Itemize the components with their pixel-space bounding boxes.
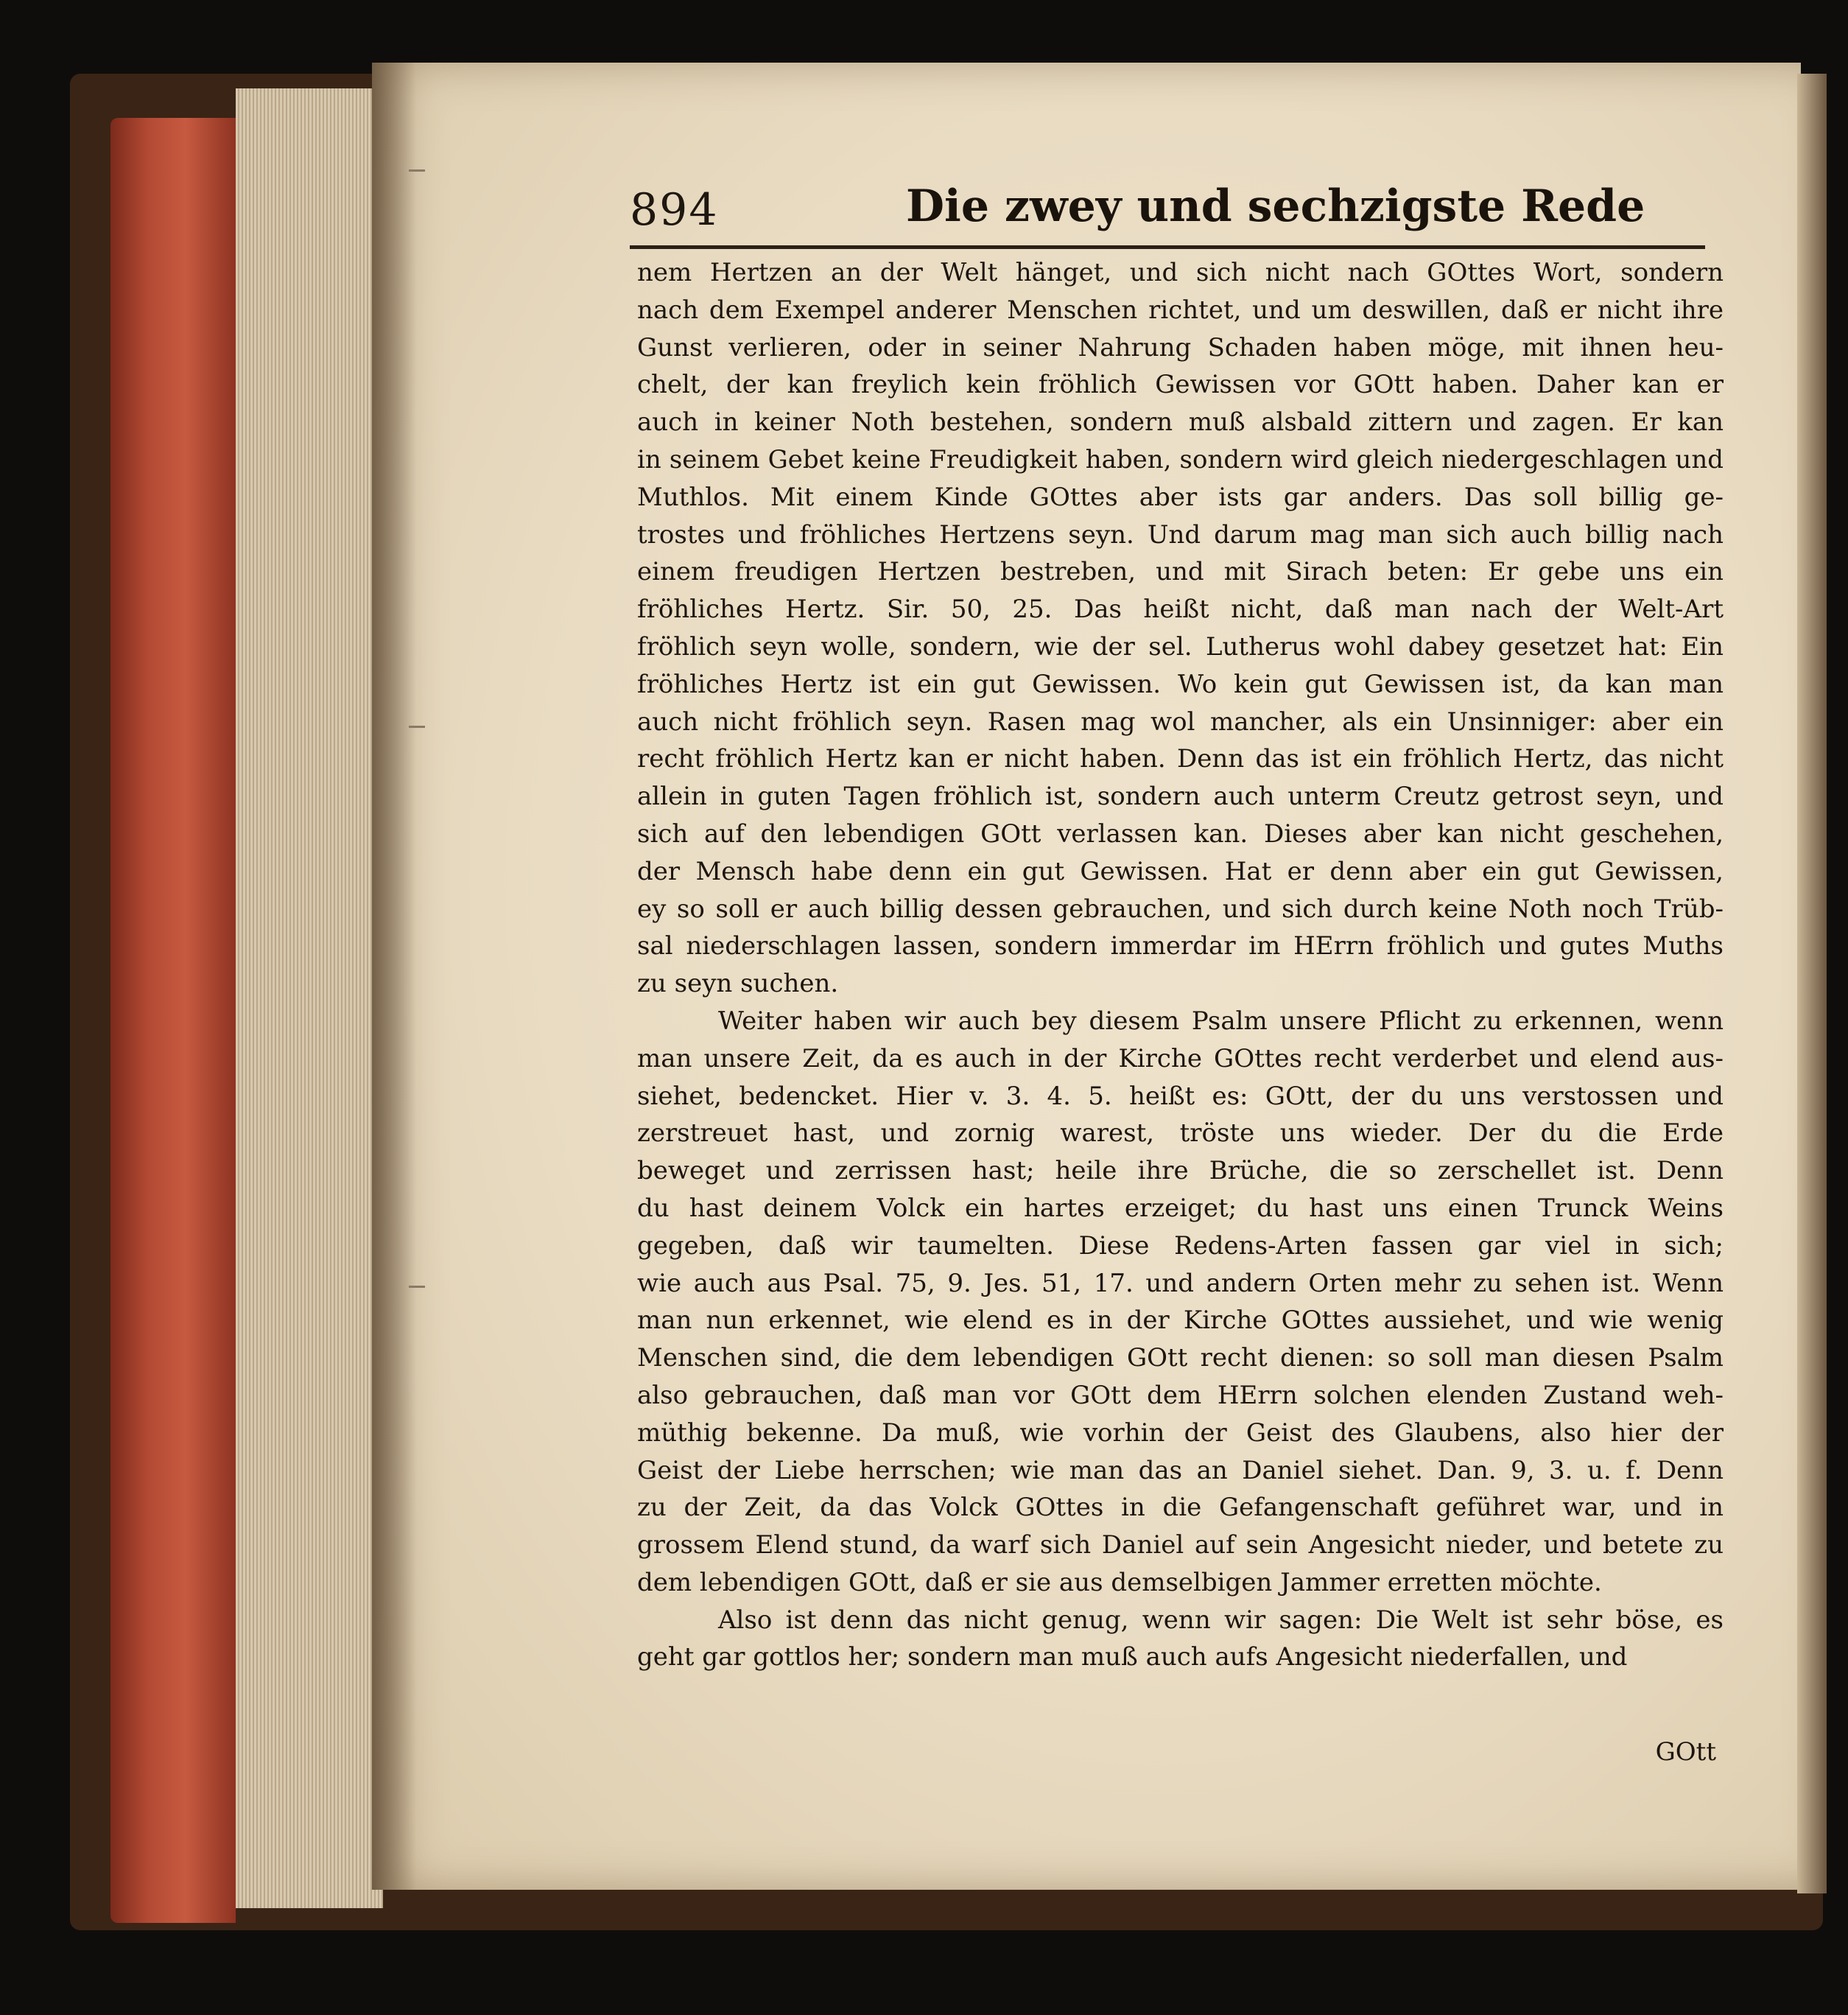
page-stack [236, 88, 383, 1908]
text-line: einem freudigen Hertzen bestreben, und mit Sirach beten: Er gebe uns ein [637, 557, 1724, 587]
margin-mark [409, 726, 425, 728]
right-page-edge [1797, 74, 1827, 1893]
text-line: sich auf den lebendigen GOtt verlassen kan. Dieses aber kan nicht geschehen, [637, 819, 1724, 849]
page-gutter-shadow [372, 63, 416, 1890]
text-line: ey so soll er auch billig dessen gebrauchen, und sich durch keine Noth noch Trüb- [637, 894, 1724, 924]
text-line: man nun erkennet, wie elend es in der Kirche GOttes aussiehet, und wie wenig [637, 1306, 1724, 1336]
catchword: GOtt [1655, 1737, 1716, 1767]
text-line: man unsere Zeit, da es auch in der Kirche GOttes recht verderbet und elend aus- [637, 1043, 1724, 1073]
text-line: sal niederschlagen lassen, sondern immerdar im HErrn fröhlich und gutes Muths [637, 931, 1724, 961]
text-line: müthig bekenne. Da muß, wie vorhin der Geist des Glaubens, also hier der [637, 1417, 1724, 1448]
text-line: Also ist denn das nicht genug, wenn wir sagen: Die Welt ist sehr böse, es [718, 1605, 1724, 1635]
margin-mark [409, 1286, 425, 1288]
text-line: auch nicht fröhlich seyn. Rasen mag wol mancher, als ein Unsinniger: aber ein [637, 707, 1724, 737]
body-text [637, 254, 1724, 1676]
text-line: wie auch aus Psal. 75, 9. Jes. 51, 17. und andern Orten mehr zu sehen ist. Wenn [637, 1268, 1724, 1298]
text-line: Geist der Liebe herrschen; wie man das an Daniel siehet. Dan. 9, 3. u. f. Denn [637, 1455, 1724, 1485]
text-line: zu seyn suchen. [637, 969, 839, 999]
text-line: der Mensch habe denn ein gut Gewissen. Hat er denn aber ein gut Gewissen, [637, 856, 1724, 886]
text-line: du hast deinem Volck ein hartes erzeiget; du hast uns einen Trunck Weins [637, 1193, 1724, 1223]
text-line: trostes und fröhliches Hertzens seyn. Und darum mag man sich auch billig nach [637, 519, 1724, 550]
text-line: geht gar gottlos her; sondern man muß auch aufs Angesicht niederfallen, und [637, 1642, 1628, 1672]
text-line: recht fröhlich Hertz kan er nicht haben. Denn das ist ein fröhlich Hertz, das nicht [637, 744, 1724, 774]
text-line: Menschen sind, die dem lebendigen GOtt recht dienen: so soll man diesen Psalm [637, 1343, 1724, 1373]
text-line: fröhliches Hertz ist ein gut Gewissen. Wo kein gut Gewissen ist, da kan man [637, 669, 1724, 699]
text-line: Weiter haben wir auch bey diesem Psalm unsere Pflicht zu erkennen, wenn [718, 1006, 1724, 1036]
page-edge-red [110, 118, 236, 1923]
text-line: in seinem Gebet keine Freudigkeit haben, sondern wird gleich niedergeschlagen und [637, 444, 1724, 474]
text-line: allein in guten Tagen fröhlich ist, sondern auch unterm Creutz getrost seyn, und [637, 782, 1724, 812]
margin-mark [409, 169, 425, 172]
text-line: nem Hertzen an der Welt hänget, und sich nicht nach GOttes Wort, sondern [637, 258, 1724, 287]
text-line: fröhliches Hertz. Sir. 50, 25. Das heißt nicht, daß man nach der Welt-Art [637, 595, 1724, 625]
text-line: dem lebendigen GOtt, daß er sie aus demselbigen Jammer erretten möchte. [637, 1567, 1602, 1597]
text-line: Muthlos. Mit einem Kinde GOttes aber ists gar anders. Das soll billig ge- [637, 482, 1724, 512]
text-line: grossem Elend stund, da warf sich Daniel auf sein Angesicht nieder, und betete zu [637, 1530, 1724, 1560]
page-number: 894 [630, 184, 719, 236]
text-line: auch in keiner Noth bestehen, sondern muß alsbald zittern und zagen. Er kan [637, 407, 1724, 438]
text-line: nach dem Exempel anderer Menschen richtet, und um deswillen, daß er nicht ihre [637, 295, 1724, 325]
text-line: siehet, bedencket. Hier v. 3. 4. 5. heißt es: GOtt, der du uns verstossen und [637, 1081, 1724, 1111]
text-line: beweget und zerrissen hast; heile ihre Brüche, die so zerschellet ist. Denn [637, 1156, 1724, 1186]
text-line: gegeben, daß wir taumelten. Diese Redens-Arten fassen gar viel in sich; [637, 1230, 1724, 1261]
text-line: also gebrauchen, daß man vor GOtt dem HErrn solchen elenden Zustand weh- [637, 1380, 1724, 1410]
text-line: chelt, der kan freylich kein fröhlich Gewissen vor GOtt haben. Daher kan er [637, 370, 1724, 400]
text-line: fröhlich seyn wolle, sondern, wie der sel. Lutherus wohl dabey gesetzet hat: Ein [637, 631, 1724, 662]
text-line: zu der Zeit, da das Volck GOttes in die Gefangenschaft geführet war, und in [637, 1493, 1724, 1523]
running-head: Die zwey und sechzigste Rede [906, 181, 1645, 232]
text-line: Gunst verlieren, oder in seiner Nahrung Schaden haben möge, mit ihnen heu- [637, 332, 1724, 362]
text-line: zerstreuet hast, und zornig warest, tröste uns wieder. Der du die Erde [637, 1118, 1724, 1149]
header-rule [630, 245, 1705, 249]
